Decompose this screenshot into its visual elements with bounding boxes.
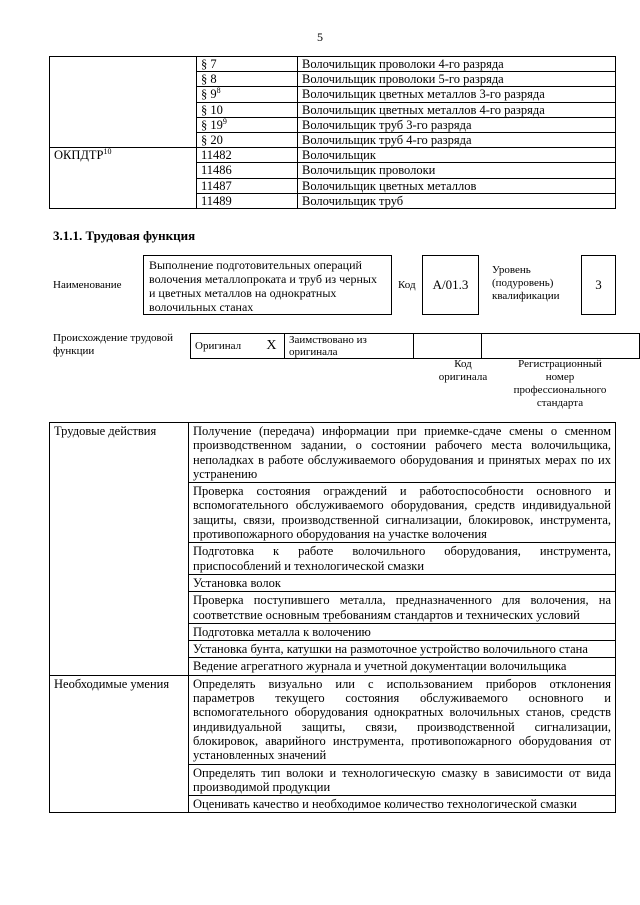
- code-caption: Код оригинала: [438, 358, 488, 383]
- page-number: 5: [317, 30, 323, 44]
- level-label: Уровень (подуровень) квалификации: [492, 264, 560, 302]
- occupation-title-cell: Волочильщик цветных металлов 4-го разряда: [298, 102, 616, 117]
- labor-action-item: Подготовка к работе волочильного оборудования, инструмента, приспособлений и технологической смазки: [189, 543, 616, 575]
- occupation-code-cell: 11486: [197, 163, 298, 178]
- table-row: [50, 675, 616, 764]
- skill-item: Определять визуально или с использованием приборов отклонения параметров текущего состояния обслуживаемого основного и вспомогательного оборудования однократных волочильных станов, средств индивидуальной защиты, связи, производственной сигнализации, блокировок, аварийного инструмента, противопожарного оборудования от установленных значений: [189, 675, 616, 764]
- occupation-code-cell: § $9^8$: [197, 87, 298, 102]
- origin-reg-cell: [482, 334, 640, 359]
- level-value: 3: [595, 277, 602, 292]
- code-label: Код: [398, 279, 416, 291]
- occupation-title-cell: Волочильщик проволоки: [298, 163, 616, 178]
- origin-code-cell: [414, 334, 482, 359]
- function-code-box: [422, 255, 479, 315]
- table-row: [50, 423, 616, 483]
- occupation-code-cell: § 20: [197, 133, 298, 148]
- origin-label: Происхождение трудовой функции: [53, 332, 174, 357]
- level-box: [581, 255, 616, 315]
- occupation-group-cell: [50, 57, 197, 148]
- labor-action-item: Ведение агрегатного журнала и учетной документации волочильщика: [189, 658, 616, 675]
- occupation-code-cell: § 10: [197, 102, 298, 117]
- function-name-box: [143, 255, 392, 315]
- occupations-table: [49, 56, 616, 209]
- table-row: [50, 148, 616, 163]
- occupation-title-cell: Волочильщик труб 3-го разряда: [298, 117, 616, 132]
- labor-action-item: Подготовка металла к волочению: [189, 623, 616, 640]
- occupation-code-cell: 11487: [197, 178, 298, 193]
- section-heading: 3.1.1. Трудовая функция: [53, 228, 196, 243]
- skill-item: Определять тип волоки и технологическую смазку в зависимости от вида производимой продукции: [189, 764, 616, 796]
- occupation-code-cell: § 8: [197, 72, 298, 87]
- original-mark: X: [259, 334, 285, 359]
- occupation-title-cell: Волочильщик проволоки 5-го разряда: [298, 72, 616, 87]
- occupation-title-cell: Волочильщик цветных металлов 3-го разряда: [298, 87, 616, 102]
- occupation-title-cell: Волочильщик цветных металлов: [298, 178, 616, 193]
- skill-label: Необходимые умения: [50, 675, 189, 813]
- occupation-title-cell: Волочильщик труб: [298, 193, 616, 208]
- skill-item: Оценивать качество и необходимое количество технологической смазки: [189, 796, 616, 813]
- function-details-table: [49, 422, 616, 813]
- origin-table: [190, 333, 640, 359]
- labor-action-item: Получение (передача) информации при приемке-сдаче смены о сменном производственном задании, о состоянии рабочего места волочильщика, неполадках в работе обслуживаемого оборудования и принятых мерах по их устранению: [189, 423, 616, 483]
- labor-action-item: Установка бунта, катушки на размоточное устройство волочильного стана: [189, 641, 616, 658]
- original-label: Оригинал: [191, 334, 259, 359]
- occupation-code-cell: § $19^9$: [197, 117, 298, 132]
- occupation-code-cell: 11489: [197, 193, 298, 208]
- function-name-value: Выполнение подготовительных операций волочения металлопроката и труб из черных и цветных металлов на однократных волочильных станах: [149, 258, 377, 314]
- labor-action-label: Трудовые действия: [50, 423, 189, 676]
- reg-caption: Регистрационный номер профессионального стандарта: [513, 358, 607, 409]
- occupation-title-cell: Волочильщик труб 4-го разряда: [298, 133, 616, 148]
- function-code-value: А/01.3: [432, 277, 469, 292]
- labor-action-item: Проверка состояния ограждений и работоспособности основного и вспомогательного обслуживаемого оборудования, средств индивидуальной защиты, связи, производственной сигнализации, блокировок, инструмента, противопожарного оборудования на участке волочения: [189, 483, 616, 543]
- table-row: [50, 57, 616, 72]
- labor-action-item: Установка волок: [189, 574, 616, 591]
- occupation-code-cell: 11482: [197, 148, 298, 163]
- occupation-group-cell: ОКПДТР$^{10}$: [50, 148, 197, 209]
- occupation-code-cell: § 7: [197, 57, 298, 72]
- labor-action-item: Проверка поступившего металла, предназначенного для волочения, на соответствие основным требованиям стандартов и технических условий: [189, 592, 616, 624]
- borrowed-label: Заимствовано из оригинала: [284, 334, 413, 359]
- occupation-title-cell: Волочильщик проволоки 4-го разряда: [298, 57, 616, 72]
- name-label: Наименование: [53, 279, 122, 291]
- occupation-title-cell: Волочильщик: [298, 148, 616, 163]
